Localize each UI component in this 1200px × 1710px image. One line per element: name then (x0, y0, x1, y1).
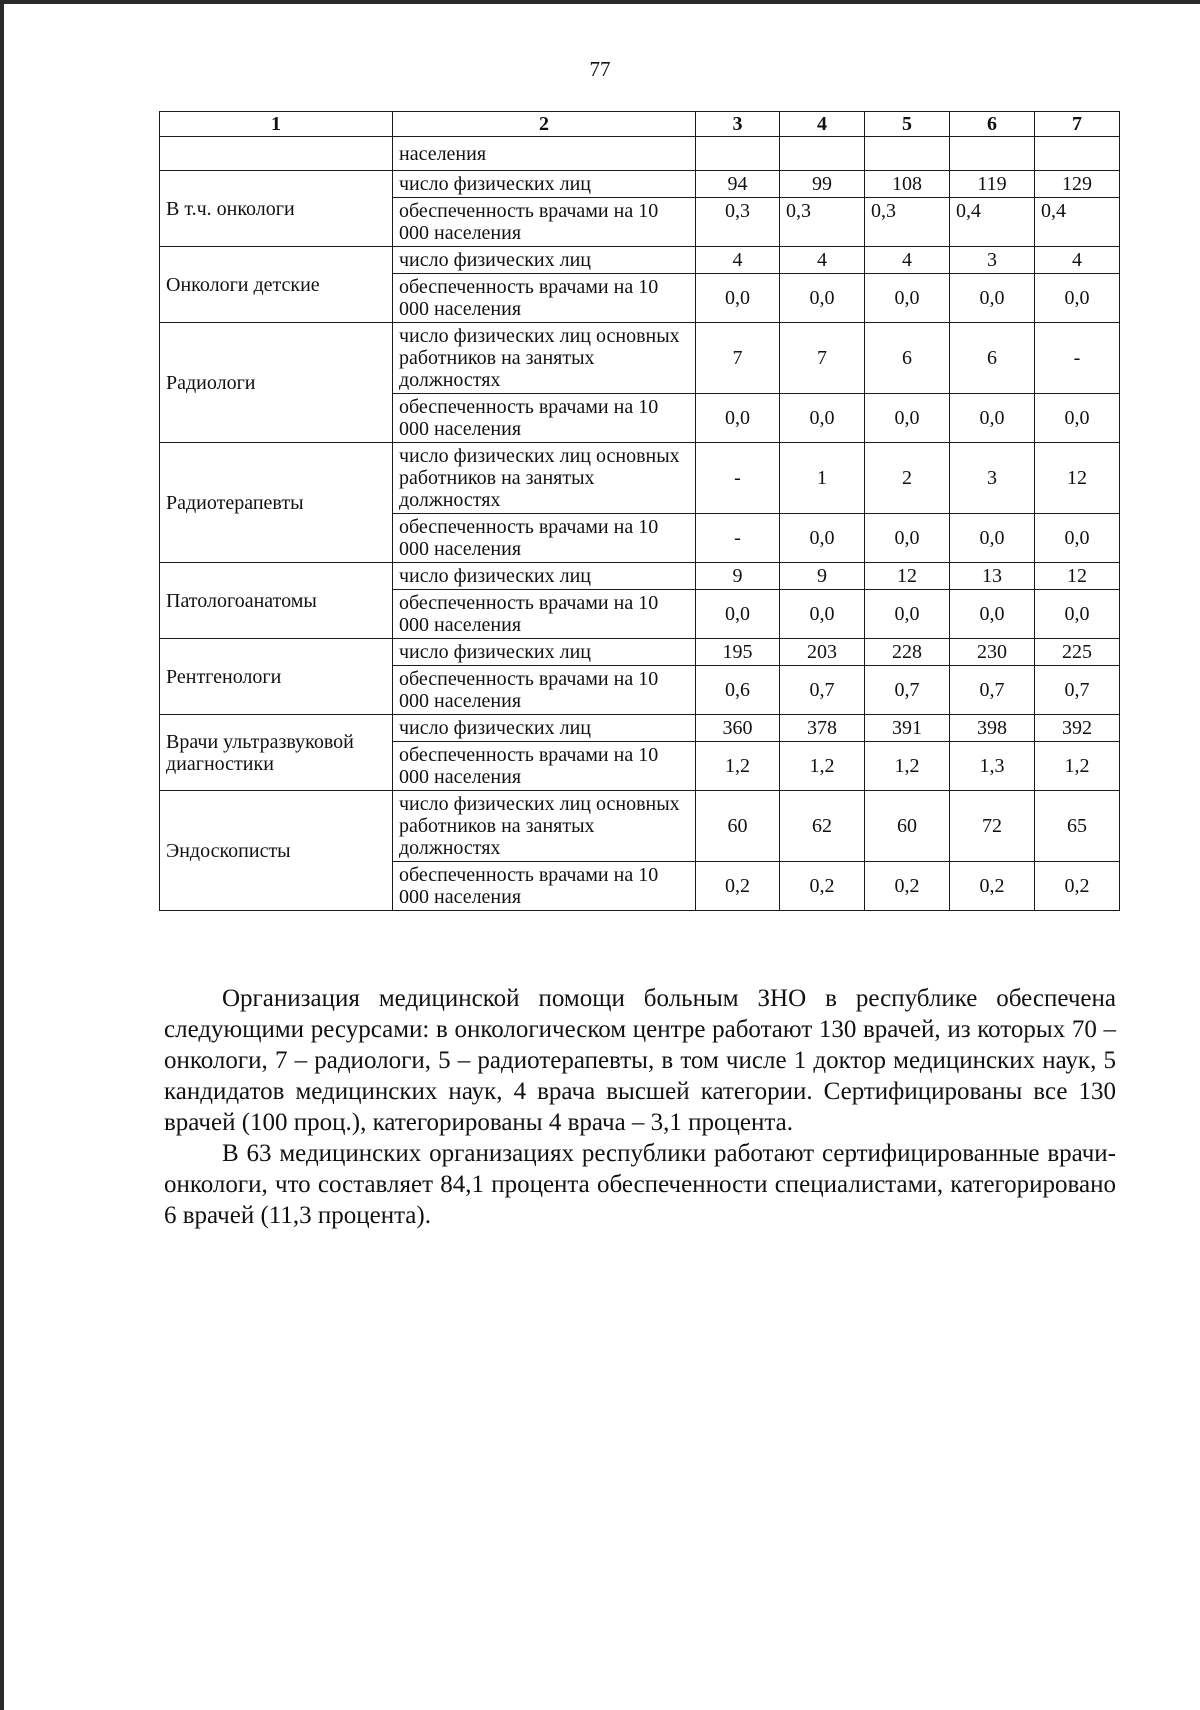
value-cell: 119 (950, 171, 1035, 198)
value-cell: 4 (696, 247, 780, 274)
value-cell: 0,0 (780, 274, 865, 323)
col-header-2: 2 (393, 112, 696, 137)
value-cell: 0,0 (1035, 394, 1120, 443)
table-row (160, 791, 1120, 862)
value-cell: 360 (696, 715, 780, 742)
body-text (164, 983, 1116, 1231)
header-row (160, 112, 1120, 137)
value-cell: 1 (780, 443, 865, 514)
value-cell: 378 (780, 715, 865, 742)
value-cell: 0,0 (865, 514, 950, 563)
value-cell: 195 (696, 639, 780, 666)
value-cell: 392 (1035, 715, 1120, 742)
value-cell: 0,0 (950, 514, 1035, 563)
indicator-cell: число физических лиц основных работников на занятых должностях (393, 791, 696, 862)
value-cell: 7 (696, 323, 780, 394)
doctors-table (159, 111, 1120, 911)
value-cell: 391 (865, 715, 950, 742)
value-cell: 9 (696, 563, 780, 590)
table-body (160, 137, 1120, 911)
scan-edge-left (0, 0, 4, 1710)
table-row (160, 171, 1120, 198)
col-header-4: 4 (780, 112, 865, 137)
table-row (160, 443, 1120, 514)
value-cell: 0,3 (780, 198, 865, 247)
indicator-cell: обеспеченность врачами на 10 000 населения (393, 198, 696, 247)
value-cell: - (1035, 323, 1120, 394)
value-cell: - (696, 443, 780, 514)
value-cell: 94 (696, 171, 780, 198)
value-cell: 4 (780, 247, 865, 274)
value-cell: 72 (950, 791, 1035, 862)
indicator-cell: обеспеченность врачами на 10 000 населения (393, 862, 696, 911)
value-cell: 1,2 (696, 742, 780, 791)
value-cell: 1,2 (780, 742, 865, 791)
value-cell: 0,7 (865, 666, 950, 715)
specialty-cell: Эндоскописты (160, 791, 393, 911)
indicator-cell: число физических лиц (393, 563, 696, 590)
empty-cell (780, 137, 865, 171)
value-cell: 0,0 (865, 394, 950, 443)
indicator-cell: число физических лиц (393, 639, 696, 666)
value-cell: 60 (865, 791, 950, 862)
value-cell: 230 (950, 639, 1035, 666)
empty-cell (950, 137, 1035, 171)
continuation-row (160, 137, 1120, 171)
page-number: 77 (589, 57, 611, 81)
scan-edge-top (0, 0, 1200, 4)
value-cell: 0,0 (1035, 590, 1120, 639)
value-cell: 0,0 (780, 514, 865, 563)
value-cell: 60 (696, 791, 780, 862)
value-cell: 6 (865, 323, 950, 394)
value-cell: 3 (950, 247, 1035, 274)
col-header-3: 3 (696, 112, 780, 137)
value-cell: 99 (780, 171, 865, 198)
value-cell: 0,0 (950, 394, 1035, 443)
value-cell: 0,4 (1035, 198, 1120, 247)
value-cell: 4 (1035, 247, 1120, 274)
table-row (160, 323, 1120, 394)
value-cell: 228 (865, 639, 950, 666)
value-cell: 12 (1035, 443, 1120, 514)
indicator-cell: обеспеченность врачами на 10 000 населения (393, 394, 696, 443)
value-cell: 62 (780, 791, 865, 862)
indicator-cell: обеспеченность врачами на 10 000 населения (393, 274, 696, 323)
table-row (160, 639, 1120, 666)
empty-cell (1035, 137, 1120, 171)
value-cell: 9 (780, 563, 865, 590)
value-cell: 0,2 (950, 862, 1035, 911)
value-cell: 0,4 (950, 198, 1035, 247)
value-cell: 0,2 (865, 862, 950, 911)
indicator-cell: обеспеченность врачами на 10 000 населения (393, 666, 696, 715)
value-cell: 4 (865, 247, 950, 274)
empty-cell (696, 137, 780, 171)
specialty-cell: Патологоанатомы (160, 563, 393, 639)
value-cell: 0,0 (1035, 274, 1120, 323)
value-cell: 0,7 (950, 666, 1035, 715)
value-cell: 13 (950, 563, 1035, 590)
table-row (160, 247, 1120, 274)
value-cell: 0,2 (696, 862, 780, 911)
value-cell: 0,7 (1035, 666, 1120, 715)
value-cell: 1,2 (865, 742, 950, 791)
indicator-cell: число физических лиц (393, 247, 696, 274)
specialty-cell: В т.ч. онкологи (160, 171, 393, 247)
value-cell: 0,0 (950, 274, 1035, 323)
value-cell: 0,0 (696, 394, 780, 443)
paragraph-2: В 63 медицинских организациях республики работают сертифицированные врачи-онкологи, что составляет 84,1 процента обеспеченности специалистами, категорировано 6 врачей (11,3 процента). (164, 1140, 1116, 1229)
paragraph-1: Организация медицинской помощи больным ЗНО в республике обеспечена следующими ресурсами: в онкологическом центре работают 130 врачей, из которых 70 – онкологи, 7 – радиологи, 5 – радиотерапевты, в том числе 1 доктор медицинских наук, 5 кандидатов медицинских наук, 4 врача высшей категории. Сертифицированы все 130 врачей (100 проц.), категорированы 4 врача – 3,1 процента. (164, 985, 1116, 1136)
indicator-cell: число физических лиц основных работников на занятых должностях (393, 323, 696, 394)
value-cell: 0,0 (780, 394, 865, 443)
specialty-cell: Радиотерапевты (160, 443, 393, 563)
value-cell: 0,2 (1035, 862, 1120, 911)
value-cell: 0,3 (696, 198, 780, 247)
continuation-specialty (160, 137, 393, 171)
value-cell: 0,0 (865, 274, 950, 323)
value-cell: 0,0 (950, 590, 1035, 639)
specialty-cell: Рентгенологи (160, 639, 393, 715)
indicator-cell: обеспеченность врачами на 10 000 населения (393, 590, 696, 639)
value-cell: - (696, 514, 780, 563)
indicator-cell: число физических лиц (393, 715, 696, 742)
value-cell: 12 (865, 563, 950, 590)
specialty-cell: Радиологи (160, 323, 393, 443)
value-cell: 2 (865, 443, 950, 514)
indicator-cell: обеспеченность врачами на 10 000 населения (393, 514, 696, 563)
value-cell: 0,0 (780, 590, 865, 639)
specialty-cell: Онкологи детские (160, 247, 393, 323)
value-cell: 7 (780, 323, 865, 394)
table-row (160, 563, 1120, 590)
value-cell: 0,0 (865, 590, 950, 639)
value-cell: 0,6 (696, 666, 780, 715)
value-cell: 0,2 (780, 862, 865, 911)
col-header-7: 7 (1035, 112, 1120, 137)
value-cell: 1,2 (1035, 742, 1120, 791)
value-cell: 1,3 (950, 742, 1035, 791)
value-cell: 108 (865, 171, 950, 198)
value-cell: 0,0 (1035, 514, 1120, 563)
col-header-6: 6 (950, 112, 1035, 137)
value-cell: 12 (1035, 563, 1120, 590)
value-cell: 225 (1035, 639, 1120, 666)
value-cell: 6 (950, 323, 1035, 394)
specialty-cell: Врачи ультразвуковой диагностики (160, 715, 393, 791)
value-cell: 398 (950, 715, 1035, 742)
value-cell: 0,7 (780, 666, 865, 715)
indicator-cell: обеспеченность врачами на 10 000 населения (393, 742, 696, 791)
value-cell: 203 (780, 639, 865, 666)
col-header-1: 1 (160, 112, 393, 137)
value-cell: 0,3 (865, 198, 950, 247)
value-cell: 0,0 (696, 274, 780, 323)
value-cell: 0,0 (696, 590, 780, 639)
table-row (160, 715, 1120, 742)
indicator-cell: число физических лиц (393, 171, 696, 198)
col-header-5: 5 (865, 112, 950, 137)
empty-cell (865, 137, 950, 171)
value-cell: 129 (1035, 171, 1120, 198)
continuation-indicator: населения (393, 137, 696, 171)
indicator-cell: число физических лиц основных работников на занятых должностях (393, 443, 696, 514)
value-cell: 65 (1035, 791, 1120, 862)
value-cell: 3 (950, 443, 1035, 514)
